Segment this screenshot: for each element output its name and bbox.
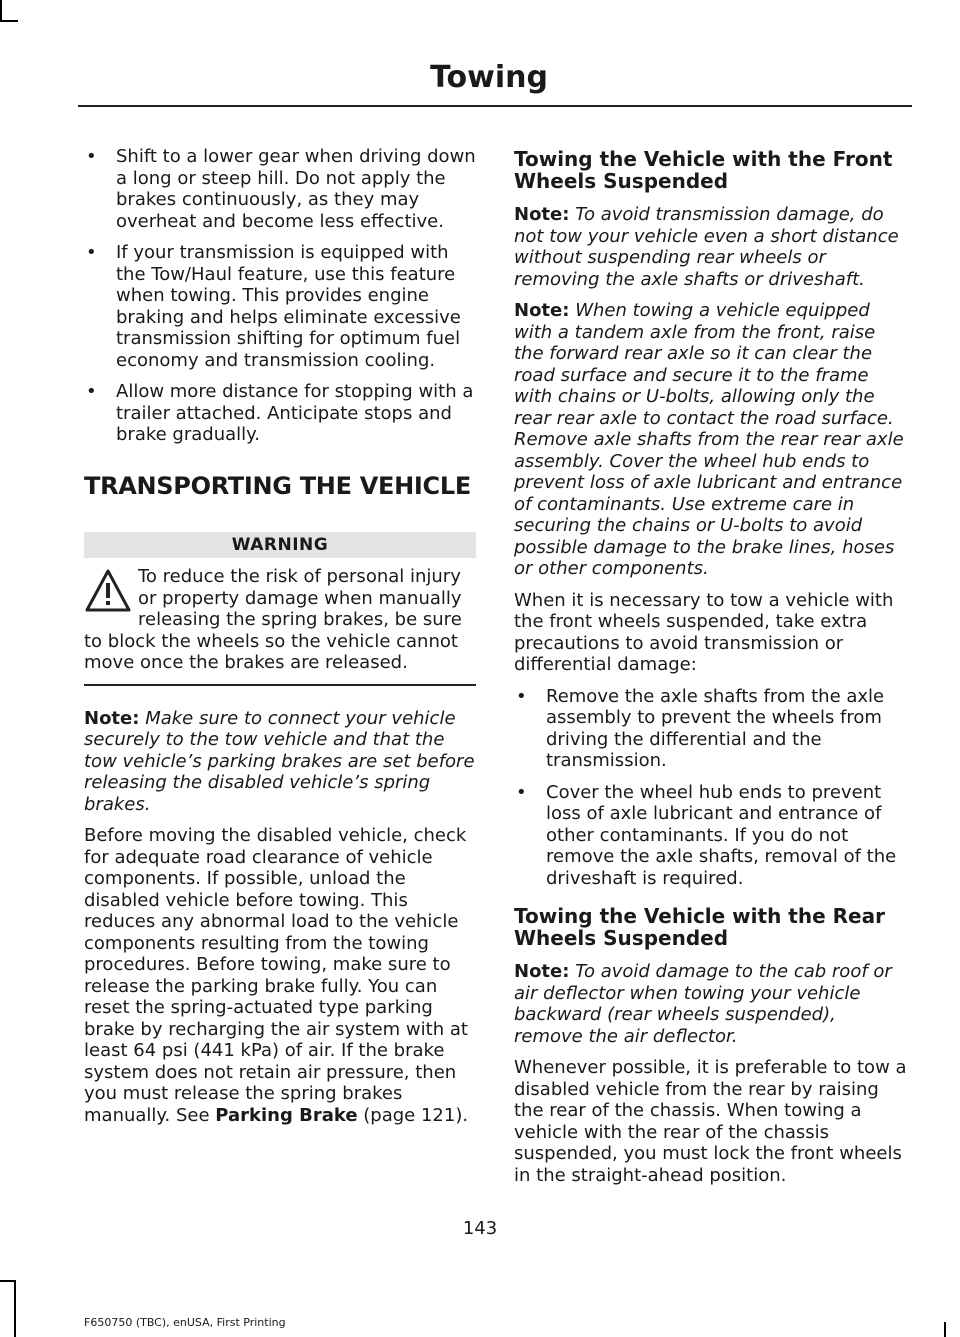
note-text: Make sure to connect your vehicle securely to the tow vehicle and that the tow vehicle’s parking brakes are set before releasing the disabled vehicle’s spring brakes. (84, 707, 475, 815)
bullet-glyph: • (516, 685, 527, 707)
list-item-text: Cover the wheel hub ends to prevent loss of axle lubricant and entrance of other contaminants. If you do not remove the axle shafts, removal of the driveshaft is required. (546, 781, 897, 889)
bullet-glyph: • (86, 381, 97, 402)
page-title: Towing (430, 60, 548, 95)
crop-mark (14, 1280, 16, 1337)
paragraph: Whenever possible, it is preferable to tow a disabled vehicle from the rear by raising the rear of the chassis. When towing a vehicle with the rear of the chassis suspended, you must lock the front wheels in the straight-ahead position. (514, 1057, 907, 1186)
list-item (514, 782, 908, 890)
subsection-heading: Towing the Vehicle with the Front Wheels Suspended (514, 147, 893, 193)
subsection-heading: Towing the Vehicle with the Rear Wheels Suspended (514, 904, 885, 950)
list-item (84, 242, 476, 371)
bullet-glyph: • (86, 146, 97, 167)
note-label: Note: (514, 961, 570, 982)
paragraph-text: Before moving the disabled vehicle, check for adequate road clearance of vehicle components. If possible, unload the disabled vehicle before towing. This reduces any abnormal load to the vehicle components resulting from the towing procedures. Before towing, make sure to release the parking brake fully. You can reset the spring-actuated type parking brake by recharging the air system with at least 64 psi (441 kPa) of air. If the brake system does not retain air pressure, then you must release the spring brakes manually. See (84, 825, 468, 1126)
warning-triangle-icon (84, 568, 132, 614)
crop-mark (944, 1322, 946, 1337)
note (84, 708, 476, 816)
paragraph: When it is necessary to tow a vehicle with the front wheels suspended, take extra precautions to avoid transmission or differential damage: (514, 589, 894, 675)
list-item (84, 381, 476, 446)
note-label: Note: (514, 204, 570, 225)
note-label: Note: (84, 707, 140, 729)
list-item-text: Allow more distance for stopping with a trailer attached. Anticipate stops and brake gradually. (116, 381, 474, 445)
page-number: 143 (462, 1218, 498, 1239)
warning-block (84, 532, 476, 686)
section-heading: TRANSPORTING THE VEHICLE (84, 471, 471, 500)
bullet-glyph: • (86, 242, 97, 263)
list-item-text: If your transmission is equipped with the Tow/Haul feature, use this feature when towing. This provides engine braking and helps eliminate excessive transmission shifting for optimum fuel economy and transmission cooling. (116, 242, 461, 371)
right-column (514, 146, 908, 1196)
list-item (84, 146, 476, 232)
footer-text: F650750 (TBC), enUSA, First Printing (84, 1316, 286, 1329)
crop-mark (0, 0, 2, 22)
list-item-text: Remove the axle shafts from the axle assembly to prevent the wheels from driving the differential and the transmission. (546, 685, 885, 771)
paragraph (84, 825, 476, 1126)
bullet-glyph: • (516, 781, 527, 803)
note-label: Note: (514, 300, 570, 321)
warning-label: WARNING (84, 532, 476, 558)
page-reference: (page 121). (363, 1104, 469, 1126)
left-column (84, 146, 476, 1136)
note (514, 961, 908, 1047)
header-rule (78, 105, 912, 107)
list-item (514, 686, 908, 772)
list-item-text: Shift to a lower gear when driving down a long or steep hill. Do not apply the brakes continuously, as they may overheat and become less effective. (116, 146, 476, 232)
note (514, 300, 908, 580)
note-text: To avoid damage to the cab roof or air deflector when towing your vehicle backward (rear wheels suspended), remove the air deflector. (514, 961, 892, 1047)
note-text: When towing a vehicle equipped with a tandem axle from the front, raise the forward rear axle so it can clear the road surface and secure it to the frame with chains or U-bolts, allowing only the rear rear axle to contact the road surface. Remove axle shafts from the rear rear axle assembly. Cover the wheel hub ends to prevent loss of axle lubricant and entrance of contaminants. Use extreme care in securing the chains or U-bolts to avoid possible damage to the brake lines, hoses or other components. (514, 300, 904, 579)
crop-mark (0, 20, 18, 22)
warning-text: To reduce the risk of personal injury or property damage when manually releasing the spring brakes, be sure to block the wheels so the vehicle cannot move once the brakes are released. (84, 566, 462, 673)
crop-mark (0, 1280, 16, 1282)
note (514, 204, 908, 290)
cross-reference-link[interactable]: Parking Brake (215, 1104, 358, 1126)
note-text: To avoid transmission damage, do not tow your vehicle even a short distance without suspending rear wheels or removing the axle shafts or driveshaft. (514, 204, 899, 290)
